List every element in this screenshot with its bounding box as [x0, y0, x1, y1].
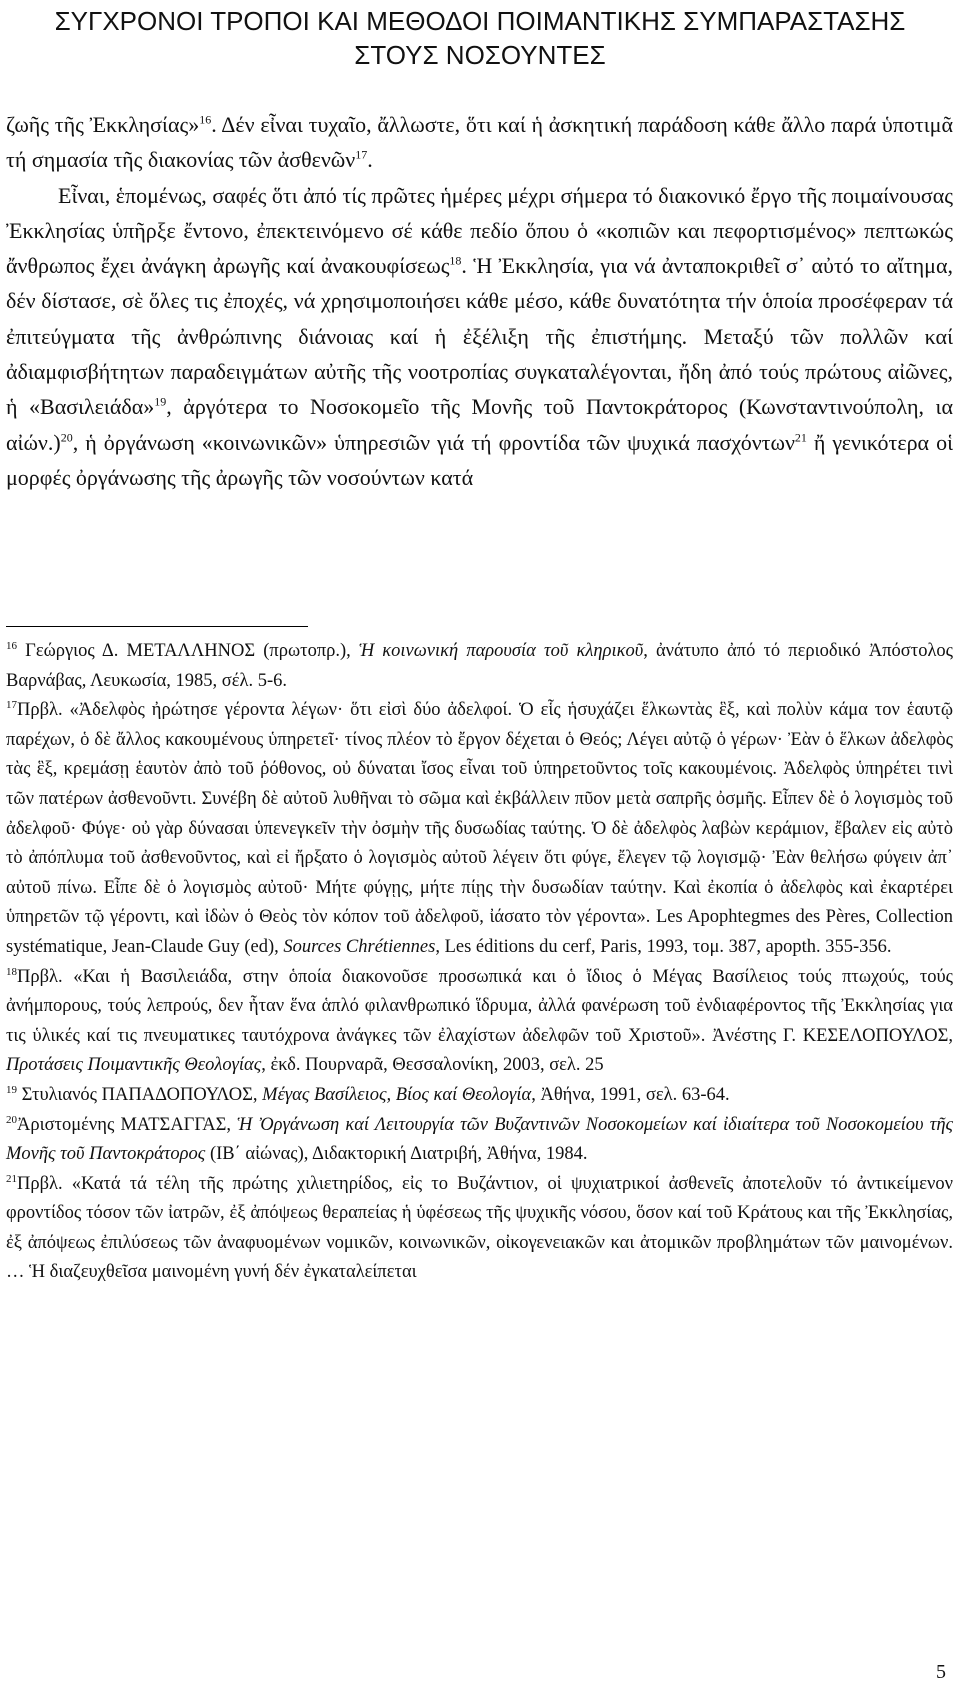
footnote-separator [6, 626, 308, 627]
footnote-ref-18: 18 [449, 253, 462, 268]
footnote-ref-21: 21 [794, 430, 807, 445]
footnotes [6, 637, 953, 1288]
paragraph-2: Εἶναι, ἑπομένως, σαφές ὅτι ἀπό τίς πρῶτες ἡμέρες μέχρι σήμερα τό διακονικό ἔργο τῆς ποιμαίνουσας Ἐκκλησίας ὑπῆρξε ἔντονο, ἐπεκτεινόμενο σέ κάθε πεδίο ὅπου ὁ «κοπιῶν και πεφορτισμένος» πεπτωκώς ἄνθρωπος ἔχει ἀνάγκη ἀρωγῆς καί ἀνακουφίσεως$^{18}$. Ἡ Ἐκκλησία, για νά ἀνταποκριθεῖ σ᾽ αὐτό το αἴτημα, δέν δίστασε, σὲ ὅλες τις ἐποχές, νά χρησιμοποιήσει κάθε μέσο, κάθε δυνατότητα τήν ὁποία προσέφεραν τά ἐπιτεύγματα τῆς ἀνθρώπινης διάνοιας καί ἡ ἐξέλιξη τῆς ἐπιστήμης. Μεταξύ τῶν πολλῶν καί ἀδιαμφισβήτητων παραδειγμάτων αὐτῆς τῆς νοοτροπίας συγκαταλέγονται, ἤδη ἀπό τούς πρώτους αἰῶνες, ἡ «Βασιλειάδα»$^{19}$, ἀργότερα το Νοσοκομεῖο τῆς Μονῆς τοῦ Παντοκράτορος (Κωνσταντινούπολη, ια αἰών.)$^{20}$, ἡ ὀργάνωση «κοινωνικῶν» ὑπηρεσιῶν γιά τή φροντίδα τῶν ψυχικά πασχόντων$^{21}$ ἤ γενικότερα οἱ μορφές ὀργάνωσης τῆς ἀρωγῆς τῶν νοσούντων κατά [6, 182, 953, 490]
paragraph-1: ζωῆς τῆς Ἐκκλησίας»$^{16}$. Δέν εἶναι τυχαῖο, ἄλλωστε, ὅτι καί ἡ ἀσκητική παράδοση κάθε ἄλλο παρά ὑποτιμᾶ τή σημασία τῆς διακονίας τῶν ἀσθενῶν$^{17}$. [6, 112, 953, 173]
page-number: 5 [936, 1661, 946, 1683]
footnote-ref-16: 16 [199, 112, 212, 127]
footnote-16: $^{16}$ Γεώργιος Δ. ΜΕΤΑΛΛΗΝΟΣ (πρωτοπρ.), Ἡ κοινωνική παρουσία τοῦ κληρικοῦ, ἀνάτυπο ἀπό τό περιοδικό Ἀπόστολος Βαρνάβας, Λευκωσία, 1985, σέλ. 5-6. [6, 639, 953, 691]
footnote-19: $^{19}$ Στυλιανός ΠΑΠΑΔΟΠΟΥΛΟΣ, Μέγας Βασίλειος, Βίος καί Θεολογία, Ἀθήνα, 1991, σελ. 63-64. [6, 1083, 730, 1105]
footnote-18: $^{18}$Πρβλ. «Και ἡ Βασιλειάδα, στην ὁποία διακονοῦσε προσωπικά και ὁ ἴδιος ὁ Μέγας Βασίλειος τούς πτωχούς, τούς ἀνήμπορους, τούς λεπρούς, δεν ἦταν ἕνα ἁπλό φιλανθρωπικό ἵδρυμα, ἀλλά φανέρωση τοῦ ἐνδιαφέροντος τῆς Ἐκκλησίας για τις ὑλικές καί τις πνευματικες ταυτόχρονα ἀνάγκες τῶν ἐλαχίστων ἀδελφῶν τοῦ Χριστοῦ». Ἀνέστης Γ. ΚΕΣΕΛΟΠΟΥΛΟΣ, Προτάσεις Ποιμαντικῆς Θεολογίας, ἐκδ. Πουρναρᾶ, Θεσσαλονίκη, 2003, σελ. 25 [6, 965, 953, 1076]
running-header-line-1: ΣΥΓΧΡΟΝΟΙ ΤΡΟΠΟΙ ΚΑΙ ΜΕΘΟΔΟΙ ΠΟΙΜΑΝΤΙΚΗΣ ΣΥΜΠΑΡΑΣΤΑΣΗΣ [54, 6, 906, 36]
footnote-ref-17: 17 [355, 147, 368, 162]
footnote-ref-19: 19 [154, 395, 167, 410]
footnote-20: $^{20}$Ἀριστομένης ΜΑΤΣΑΓΓΑΣ, Ἡ Ὀργάνωση καί Λειτουργία τῶν Βυζαντινῶν Νοσοκομείων καί ἰδιαίτερα τοῦ Νοσοκομείου τῆς Μονῆς τοῦ Παντοκράτορος (ΙΒ΄ αἰώνας), Διδακτορική Διατριβή, Ἀθήνα, 1984. [6, 1113, 954, 1165]
running-header [0, 4, 960, 72]
footnote-21: $^{21}$Πρβλ. «Κατά τά τέλη τῆς πρώτης χιλιετηρίδος, εἰς το Βυζάντιον, οἱ ψυχιατρικοί ἀσθενεῖς ἀποτελοῦν τό ἀντικείμενον φροντίδος τόσον τῶν ἰατρῶν, ἐξ ἀπόψεως θεραπείας ἡ ὑφέσεως τῆς ψυχικῆς νόσου, ὅσον καί τοῦ Κράτους και τῆς Ἐκκλησίας, ἐξ ἀπόψεως ἐπιλύσεως τῶν ἀναφυομένων νομικῶν, κοινωνικῶν, οἰκογενειακῶν και ἀτομικῶν προβλημάτων τῶν μαινομένων. … Ἡ διαζευχθεῖσα μαινομένη γυνή δέν ἐγκαταλείπεται [6, 1172, 953, 1283]
footnote-ref-20: 20 [60, 430, 73, 445]
running-header-line-2: ΣΤΟΥΣ ΝΟΣΟΥΝΤΕΣ [354, 40, 606, 70]
footnote-17: $^{17}$Πρβλ. «Ἀδελφὸς ἠρώτησε γέροντα λέγων· ὅτι εἰσὶ δύο ἀδελφοί. Ὁ εἷς ἡσυχάζει ἕλκωντὰς ἓξ, καὶ πολὺν κάμα τον ἑαυτῷ παρέχων, ὁ δὲ ἄλλος κακουμένους ὑπηρετεῖ· τίνος πλέον τὸ ἔργον δέχεται ὁ Θεός; Λέγει αὐτῷ ὁ γέρων· Ἐὰν ὁ ἕλκων ἀδελφὸς τὰς ἓξ, κρεμάσῃ ἑαυτὸν ἀπὸ τοῦ ῥόθονος, οὐ δύναται ἴσος εἶναι τοῦ ὑπηρετοῦντος τοῖς κακουμένοις. Ἀδελφὸς ὑπηρέτει τινὶ τῶν πατέρων ἀσθενοῦντι. Συνέβη δὲ αὐτοῦ λυθῆναι τὸ σῶμα καὶ ἐκβάλλειν πῦον μετὰ σαπρῆς ὀσμῆς. Εἶπεν δὲ ὁ λογισμὸς τοῦ ἀδελφοῦ· Φύγε· οὐ γὰρ δύνασαι ὑπενεγκεῖν τὴν ὀσμὴν τῆς δυσωδίας ταύτης. Ὁ δὲ ἀδελφὸς λαβὼν κεράμιον, ἔβαλεν εἰς αὐτὸ τὸ ἀπόπλυμα τοῦ ἀσθενοῦντος, καὶ εἰ ἤρξατο ὁ λογισμὸς αὐτοῦ λέγειν ὅτι φύγε, ἔλεγεν τῷ λογισμῷ· Ἐὰν θελήσω φύγειν ἀπ᾽ αὐτοῦ πίνω. Εἶπε δὲ ὁ λογισμὸς αὐτοῦ· Μήτε φύγῃς, μήτε πίῃς τὴν δυσωδίαν ταύτην. Καὶ ἐκοπία ὁ ἀδελφὸς καὶ ἐκαρτέρει ὑπηρετῶν τῷ γέροντι, καὶ ἰδὼν ὁ Θεὸς τὸν κόπον τοῦ ἀδελφοῦ, ἰάσατο τὸν γέροντα». Les Apophtegmes des Pères, Collection systématique, Jean-Claude Guy (ed), Sources Chrétiennes, Les éditions du cerf, Paris, 1993, τομ. 387, apopth. 355-356. [6, 699, 953, 957]
main-text [6, 107, 953, 495]
